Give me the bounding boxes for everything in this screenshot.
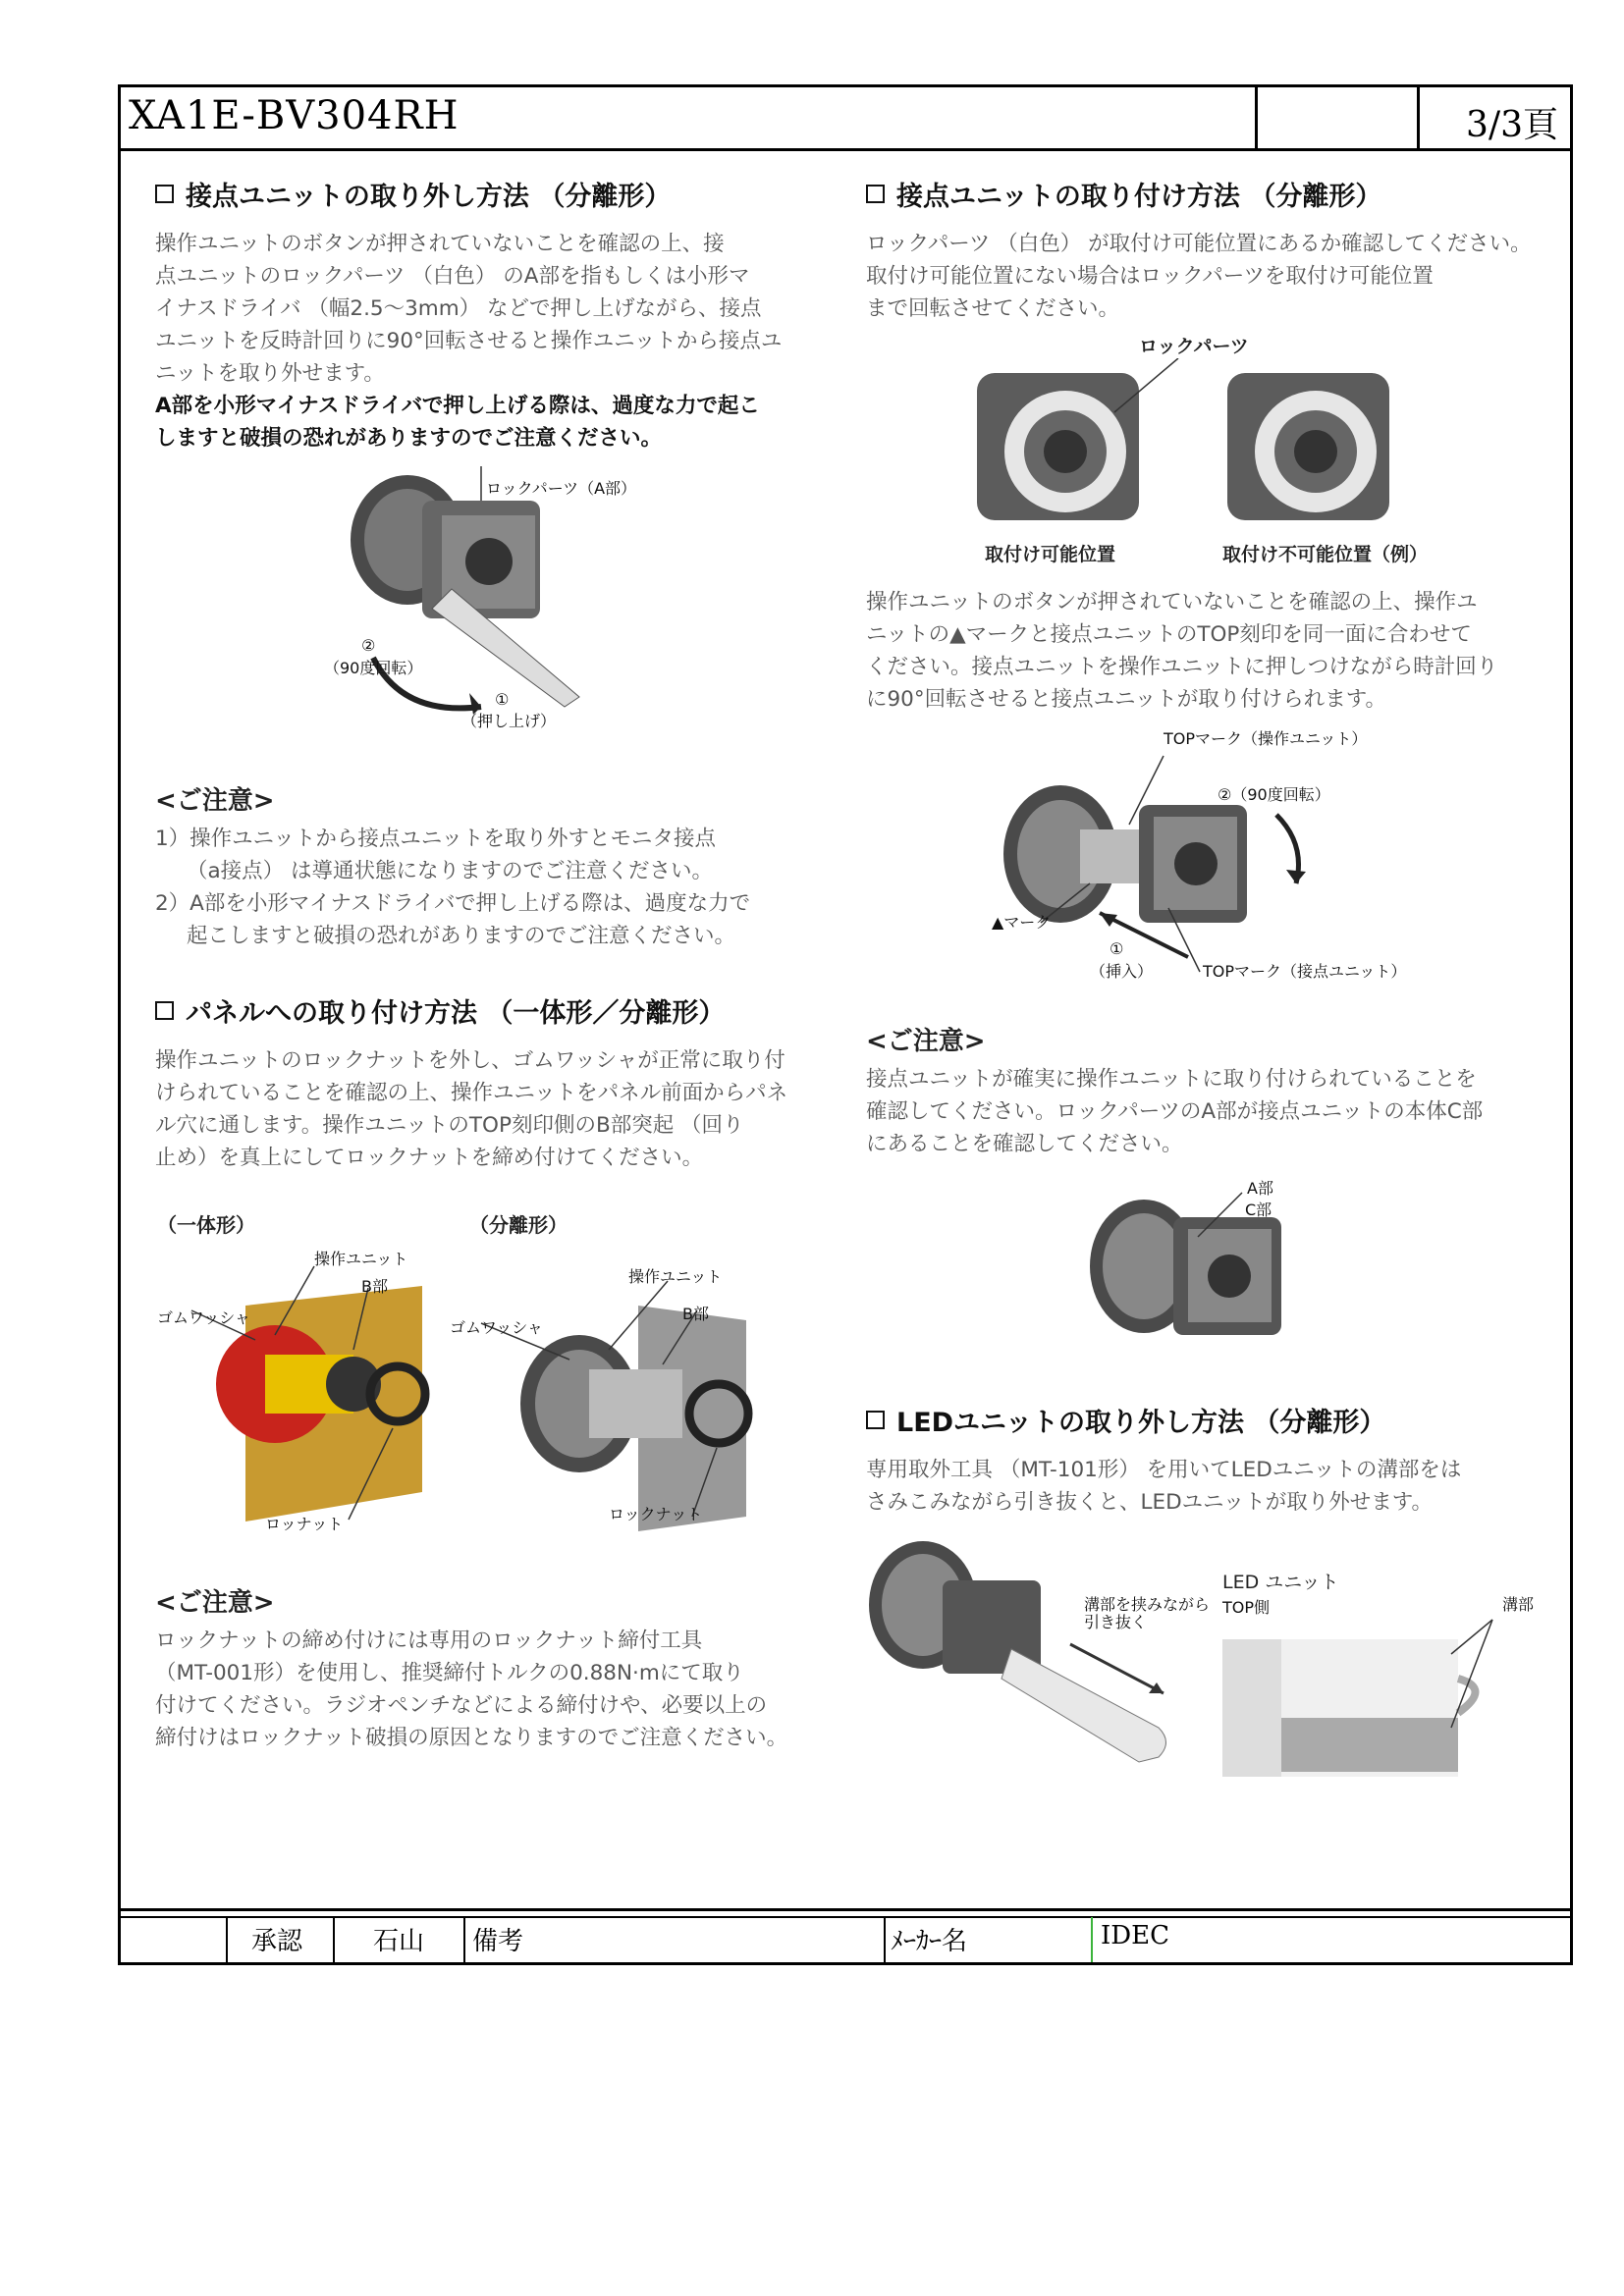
label-mountable: 取付け可能位置 (985, 544, 1116, 565)
footer-remarks: 備考 (472, 1927, 524, 1956)
footer-maker-label: ﾒｰｶｰ名 (891, 1927, 968, 1956)
label-lock-part-a: ロックパーツ（A部） (486, 479, 637, 498)
lock-check-figure (1080, 1178, 1316, 1374)
integrated-mount-figure (157, 1247, 452, 1531)
checkbox-bullet-icon (866, 185, 885, 203)
label-pull-2: 引き抜く (1084, 1613, 1148, 1631)
label-groove: 溝部 (1502, 1595, 1535, 1614)
note1-title: <ご注意> (155, 786, 275, 816)
label-lock-nut: ロッナット (265, 1515, 344, 1533)
contact-mounting-figure (982, 746, 1407, 991)
fig-separated-title: （分離形） (469, 1213, 568, 1237)
section-title-led-removal: LEDユニットの取り外し方法 （分離形） (866, 1401, 1385, 1439)
contact-removal-text: 操作ユニットのボタンが押されていないことを確認の上、接 点ユニットのロックパーツ （白色） のA部を指もしくは小形マ イナスドライバ （幅2.5～3mm） などで押し上げながら、接点 ユニットを反時計回りに90°回転させると操作ユニットから接点ユ ニットを取り外せます。 A部を小形マイナスドライバで押し上げる際は、過度な力で起こ しますと破損の恐れがありますのでご注意ください。 (155, 232, 783, 451)
model-number: XA1E-BV304RH (129, 93, 460, 138)
lock-position-figure (967, 358, 1438, 530)
label-top-side: TOP側 (1222, 1598, 1271, 1617)
contact-mounting-text: ロックパーツ （白色） が取付け可能位置にあるか確認してください。 取付け可能位置にない場合はロックパーツを取付け可能位置 まで回転させてください。 (866, 232, 1532, 321)
led-removal-figure (864, 1531, 1551, 1796)
page-number: 3/3頁 (1466, 105, 1558, 145)
label-lock-parts: ロックパーツ (1139, 336, 1249, 357)
section-title-contact-removal: 接点ユニットの取り外し方法 （分離形） (155, 175, 671, 213)
note2-title: <ご注意> (155, 1588, 275, 1618)
label-insert: （挿入） (1090, 962, 1154, 981)
checkbox-bullet-icon (155, 185, 174, 203)
label-rotate-90: （90度回転） (324, 659, 423, 677)
checkbox-bullet-icon (155, 1001, 174, 1020)
label-b-part: B部 (361, 1277, 388, 1296)
label-triangle-mark: ▲マーク (992, 913, 1052, 932)
header (121, 87, 1570, 151)
note1-text: 1）操作ユニットから接点ユニットを取り外すとモニタ接点 （a接点） は導通状態になりますのでご注意ください。 2）A部を小形マイナスドライバで押し上げる際は、過度な力で 起こしますと破損の恐れがありますのでご注意ください。 (155, 827, 751, 948)
fig-integrated-title: （一体形） (157, 1213, 255, 1237)
footer-approver-name: 石山 (373, 1927, 425, 1956)
label-top-mark-contact: TOPマーク（接点ユニット） (1203, 962, 1407, 981)
label-rotate-90-2: ②（90度回転） (1218, 785, 1330, 804)
contact-removal-figure (314, 461, 648, 736)
note2-text: ロックナットの締め付けには専用のロックナット締付工具 （MT-001形）を使用し、推奨締付トルクの0.88N·mにて取り 付けてください。ラジオペンチなどによる締付けや、必要以上の 締付けはロックナット破損の原因となりますのでご注意ください。 (155, 1629, 788, 1750)
label-led-unit: LED ユニット (1222, 1572, 1339, 1593)
led-removal-text: 専用取外工具 （MT-101形） を用いてLEDユニットの溝部をは さみこみながら引き抜くと、LEDユニットが取り外せます。 (866, 1458, 1462, 1515)
label-rubber-washer: ゴムワッシャ (157, 1308, 250, 1327)
note3-text: 接点ユニットが確実に操作ユニットに取り付けられていることを 確認してください。ロックパーツのA部が接点ユニットの本体C部 にあることを確認してください。 (866, 1067, 1484, 1156)
separated-mount-figure (461, 1266, 785, 1531)
label-rubber-washer-2: ゴムワッシャ (450, 1318, 543, 1337)
label-pull-1: 溝部を挟みながら (1084, 1595, 1211, 1614)
section-title-contact-mounting: 接点ユニットの取り付け方法 （分離形） (866, 175, 1381, 213)
label-top-mark-operation: TOPマーク（操作ユニット） (1164, 729, 1368, 748)
label-push-up: （押し上げ） (461, 712, 557, 730)
panel-mounting-text: 操作ユニットのロックナットを外し、ゴムワッシャが正常に取り付 けられていることを確認の上、操作ユニットをパネル前面からパネ ル穴に通します。操作ユニットのTOP刻印側のB部突起 （回り 止め）を真上にしてロックナットを締め付けてください。 (155, 1048, 788, 1170)
note3-title: <ご注意> (866, 1027, 986, 1056)
footer-approve: 承認 (251, 1927, 303, 1956)
label-operation-unit: 操作ユニット (314, 1250, 408, 1268)
footer (121, 1908, 1570, 1962)
checkbox-bullet-icon (866, 1411, 885, 1429)
section-title-panel-mounting: パネルへの取り付け方法 （一体形／分離形） (155, 991, 725, 1030)
label-a-part: A部 (1247, 1179, 1273, 1198)
label-b-part-2: B部 (682, 1305, 709, 1323)
label-operation-unit-2: 操作ユニット (628, 1267, 723, 1286)
label-not-mountable: 取付け不可能位置（例） (1222, 544, 1429, 565)
footer-maker: IDEC (1101, 1921, 1169, 1950)
label-lock-nut-2: ロックナット (609, 1505, 703, 1523)
contact-mounting-text-2: 操作ユニットのボタンが押されていないことを確認の上、操作ユ ニットの▲マークと接点ユニットのTOP刻印を同一面に合わせて ください。接点ユニットを操作ユニットに押しつけながら時計回り に90°回転させると接点ユニットが取り付けられます。 (866, 590, 1498, 712)
label-c-part: C部 (1245, 1201, 1272, 1219)
